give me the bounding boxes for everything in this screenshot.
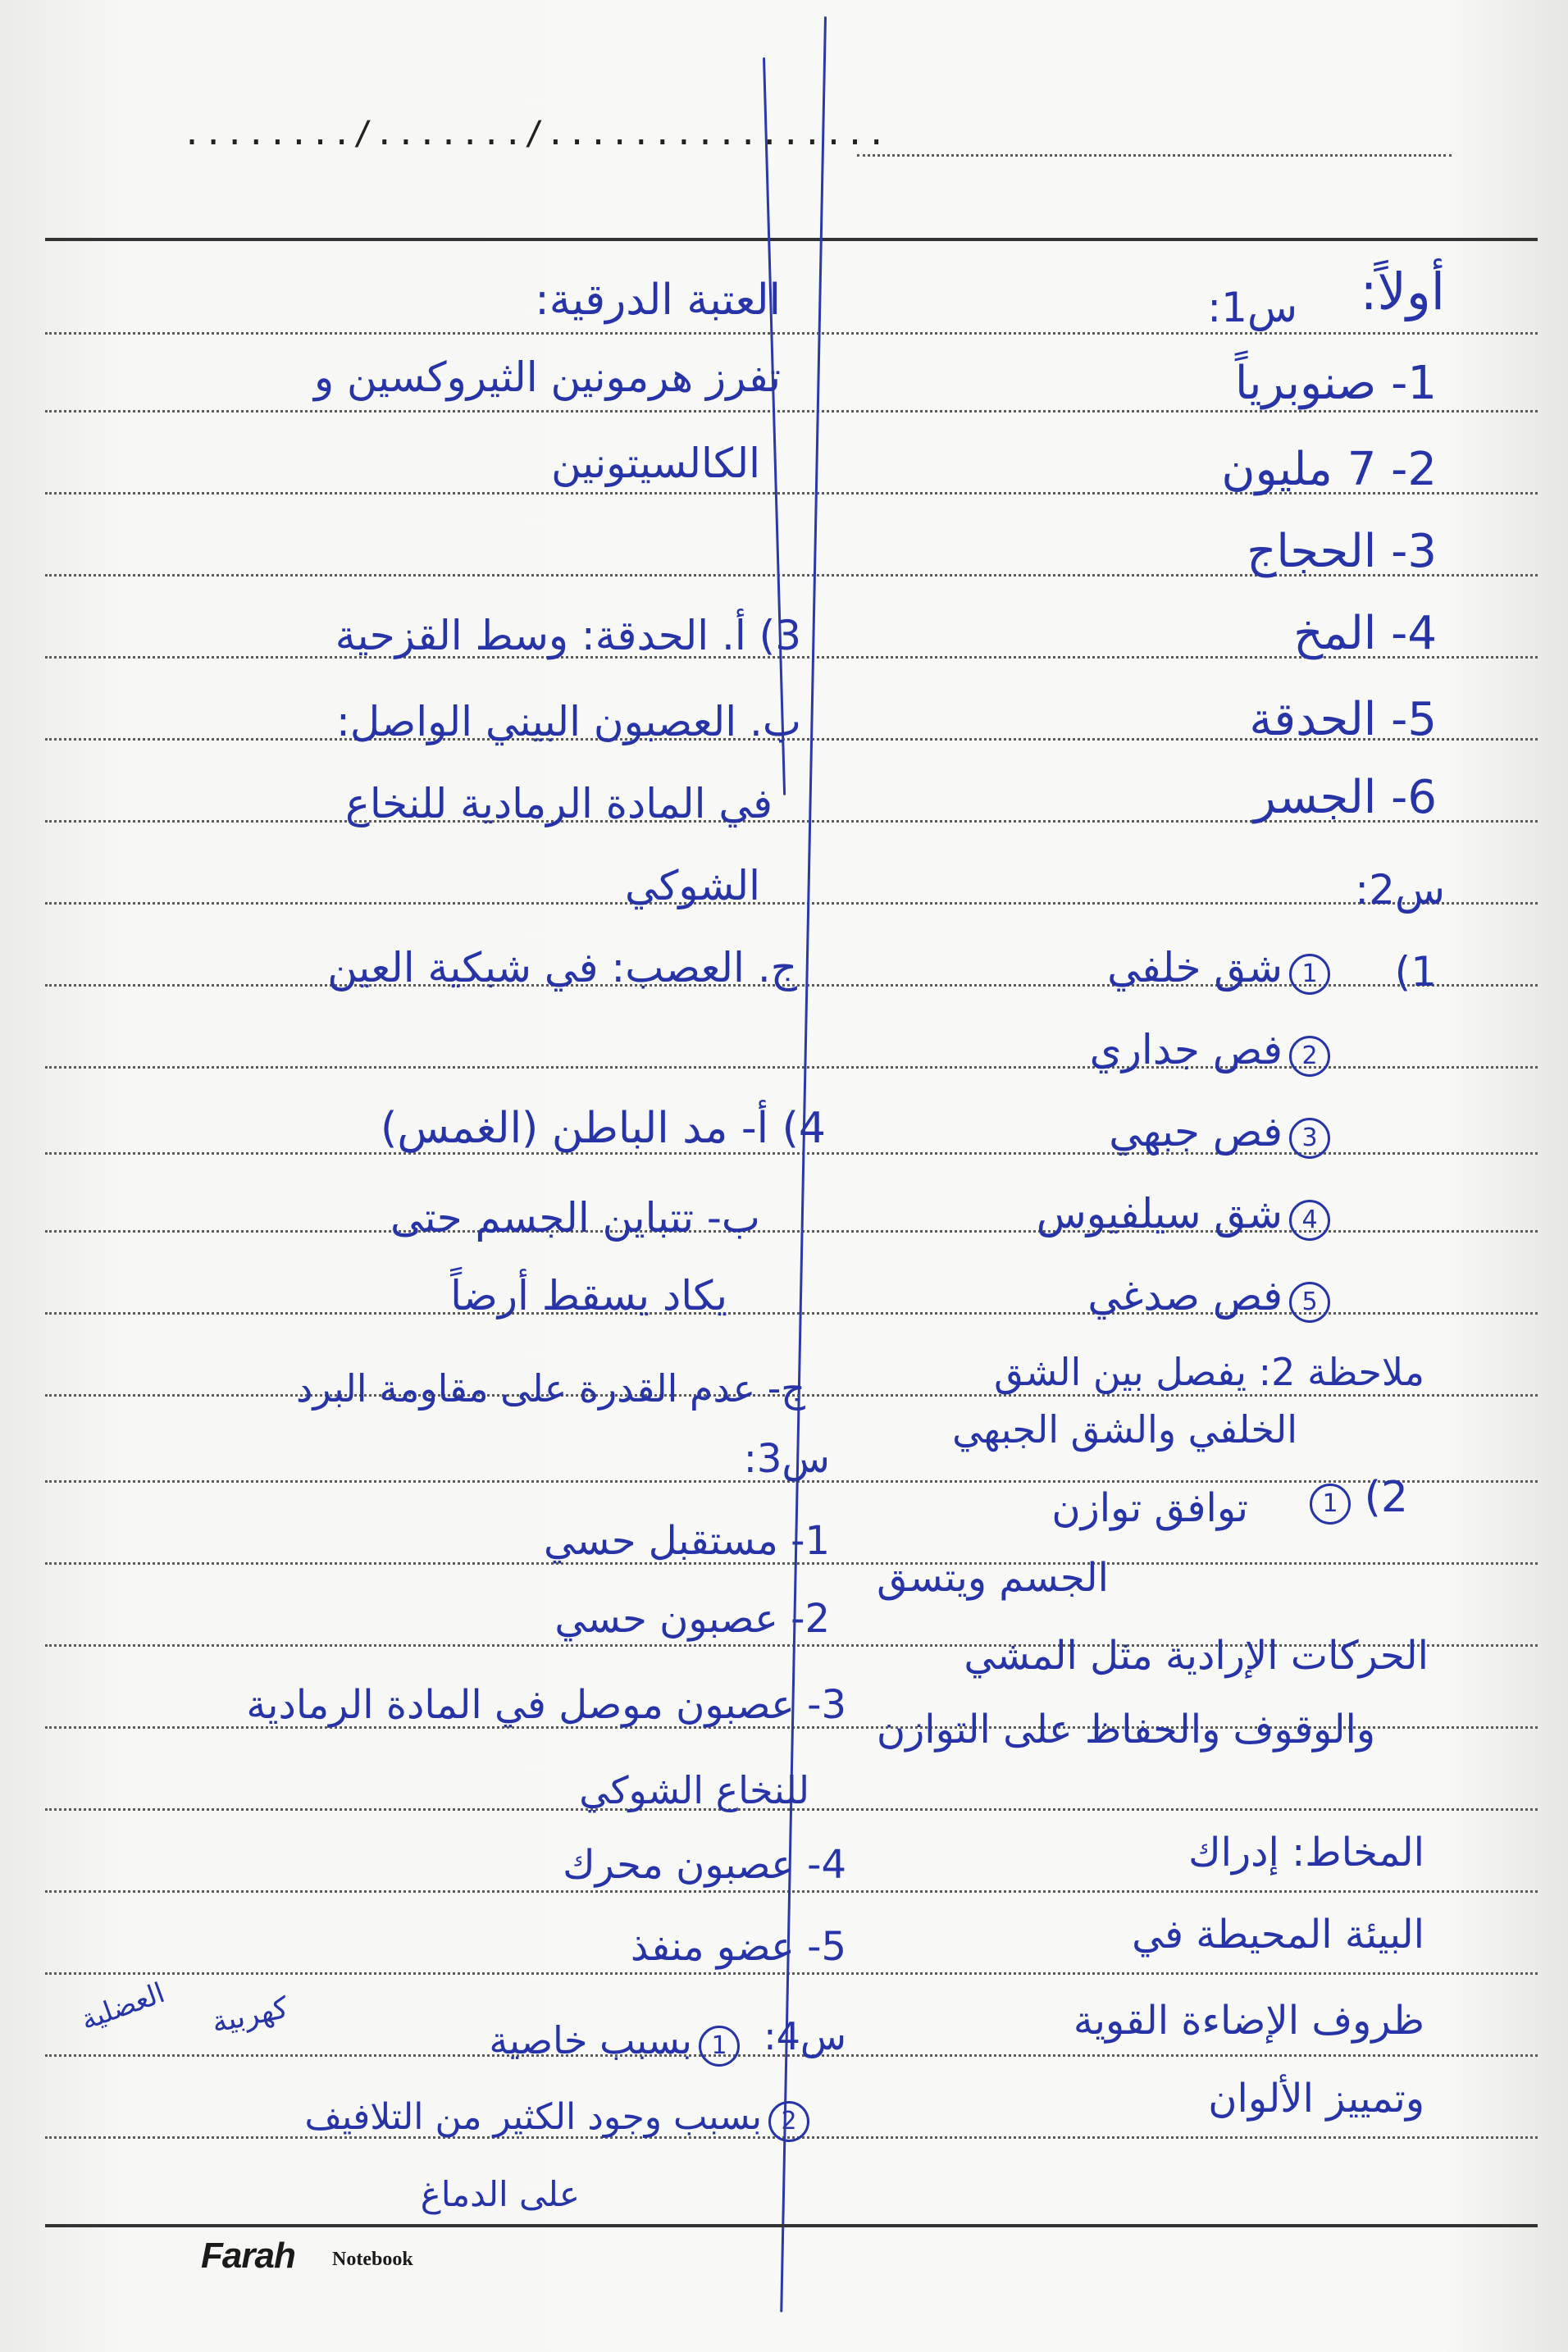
s4-item-1: 1بسبب خاصية: [489, 2022, 740, 2067]
s3-item-3: 3- عصبون موصل في المادة الرمادية: [246, 1682, 846, 1728]
brand-logo: Farah: [201, 2236, 295, 2276]
s4-item-2: 2بسبب وجود الكثير من التلافيف: [304, 2099, 809, 2142]
s2-q2-marker: 2) 1: [1303, 1476, 1408, 1525]
thyroid-line-2: الكالسيتونين: [551, 440, 760, 487]
q3-line-5: ج. العصب: في شبكية العين: [327, 944, 797, 991]
s4-item-1-tail: كهربية: [208, 1990, 292, 2040]
s2-q3-line-2: البيئة المحيطة في: [1132, 1912, 1424, 1958]
section-heading: أولاً:: [1360, 262, 1445, 321]
s2-note-line-1: ملاحظة 2: يفصل بين الشق: [994, 1350, 1424, 1394]
s2-part-4: 4شق سيلفيوس: [1037, 1193, 1330, 1241]
s3-item-3-cont: للنخاع الشوكي: [579, 1768, 809, 1812]
brand-sub: Notebook: [332, 2249, 413, 2270]
s4-item-2-tail: على الدماغ: [420, 2174, 580, 2214]
s3-label: س3:: [743, 1436, 830, 1482]
thyroid-heading: العتبة الدرقية:: [535, 276, 781, 325]
s4-item-1-extra: العضلية: [75, 1976, 169, 2037]
name-line[interactable]: [857, 154, 1452, 157]
s2-q2-line-3: الحركات الإرادية مثل المشي: [964, 1633, 1429, 1679]
q4-line-1: 4) أ- مد الباطن (الغمس): [381, 1104, 826, 1153]
s1-label: س1:: [1207, 284, 1297, 331]
s1-item-4: 4- المخ: [1293, 607, 1437, 660]
s2-q1-marker: 1): [1394, 948, 1437, 996]
s2-q2-line-1: توافق توازن: [1051, 1485, 1248, 1531]
s1-item-1: 1- صنوبرياً: [1234, 357, 1437, 410]
q4-line-3: يكاد يسقط أرضاً: [450, 1272, 727, 1320]
s3-item-1: 1- مستقبل حسي: [543, 1518, 830, 1564]
s2-part-2: 2فص جداري: [1090, 1029, 1330, 1077]
s2-q3-line-4: وتمييز الألوان: [1208, 2076, 1424, 2122]
s4-label: س4:: [763, 2014, 846, 2058]
s1-item-5: 5- الحدقة: [1249, 693, 1437, 746]
s1-item-2: 2- 7 مليون: [1221, 443, 1437, 496]
s2-q3-line-3: ظروف الإضاءة القوية: [1073, 1998, 1424, 2044]
date-field[interactable]: ......../......./................: [182, 115, 888, 153]
s3-item-2: 2- عصبون حسي: [554, 1596, 830, 1642]
s2-q3-line-1: المخاط: إدراك: [1188, 1830, 1424, 1876]
q3-line-3: في المادة الرمادية للنخاع: [345, 780, 773, 827]
header-rule: [45, 238, 1538, 241]
thyroid-line-1: تفرز هرمونين الثيروكسين و: [314, 353, 781, 401]
q3-line-1: 3) أ. الحدقة: وسط القزحية: [335, 612, 801, 659]
s2-label: س2:: [1355, 866, 1445, 914]
s3-item-4: 4- عصبون محرك: [563, 1842, 846, 1888]
s2-q2-line-2: الجسم ويتسق: [877, 1555, 1109, 1601]
s2-part-5: 5فص صدغي: [1087, 1275, 1330, 1323]
s2-note-line-2: الخلفي والشق الجبهي: [952, 1407, 1297, 1452]
q3-line-4: الشوكي: [624, 862, 760, 909]
q4-line-4: ج- عدم القدرة على مقاومة البرد: [296, 1366, 805, 1411]
s1-item-3: 3- الحجاج: [1247, 525, 1437, 578]
s2-q2-line-4: والوقوف والحفاظ على التوازن: [876, 1707, 1375, 1753]
q4-line-2: ب- تتباين الجسم حتى: [390, 1194, 760, 1242]
s2-part-3: 3فص جبهي: [1109, 1111, 1330, 1159]
column-divider-secondary: [763, 57, 786, 795]
s3-item-5: 5- عضو منفذ: [630, 1924, 846, 1970]
footer-rule: [45, 2224, 1538, 2227]
s2-part-1: 1شق خلفي: [1107, 947, 1330, 995]
s1-item-6: 6- الجسر: [1253, 771, 1437, 824]
q3-line-2: ب. العصبون البيني الواصل:: [336, 698, 801, 745]
